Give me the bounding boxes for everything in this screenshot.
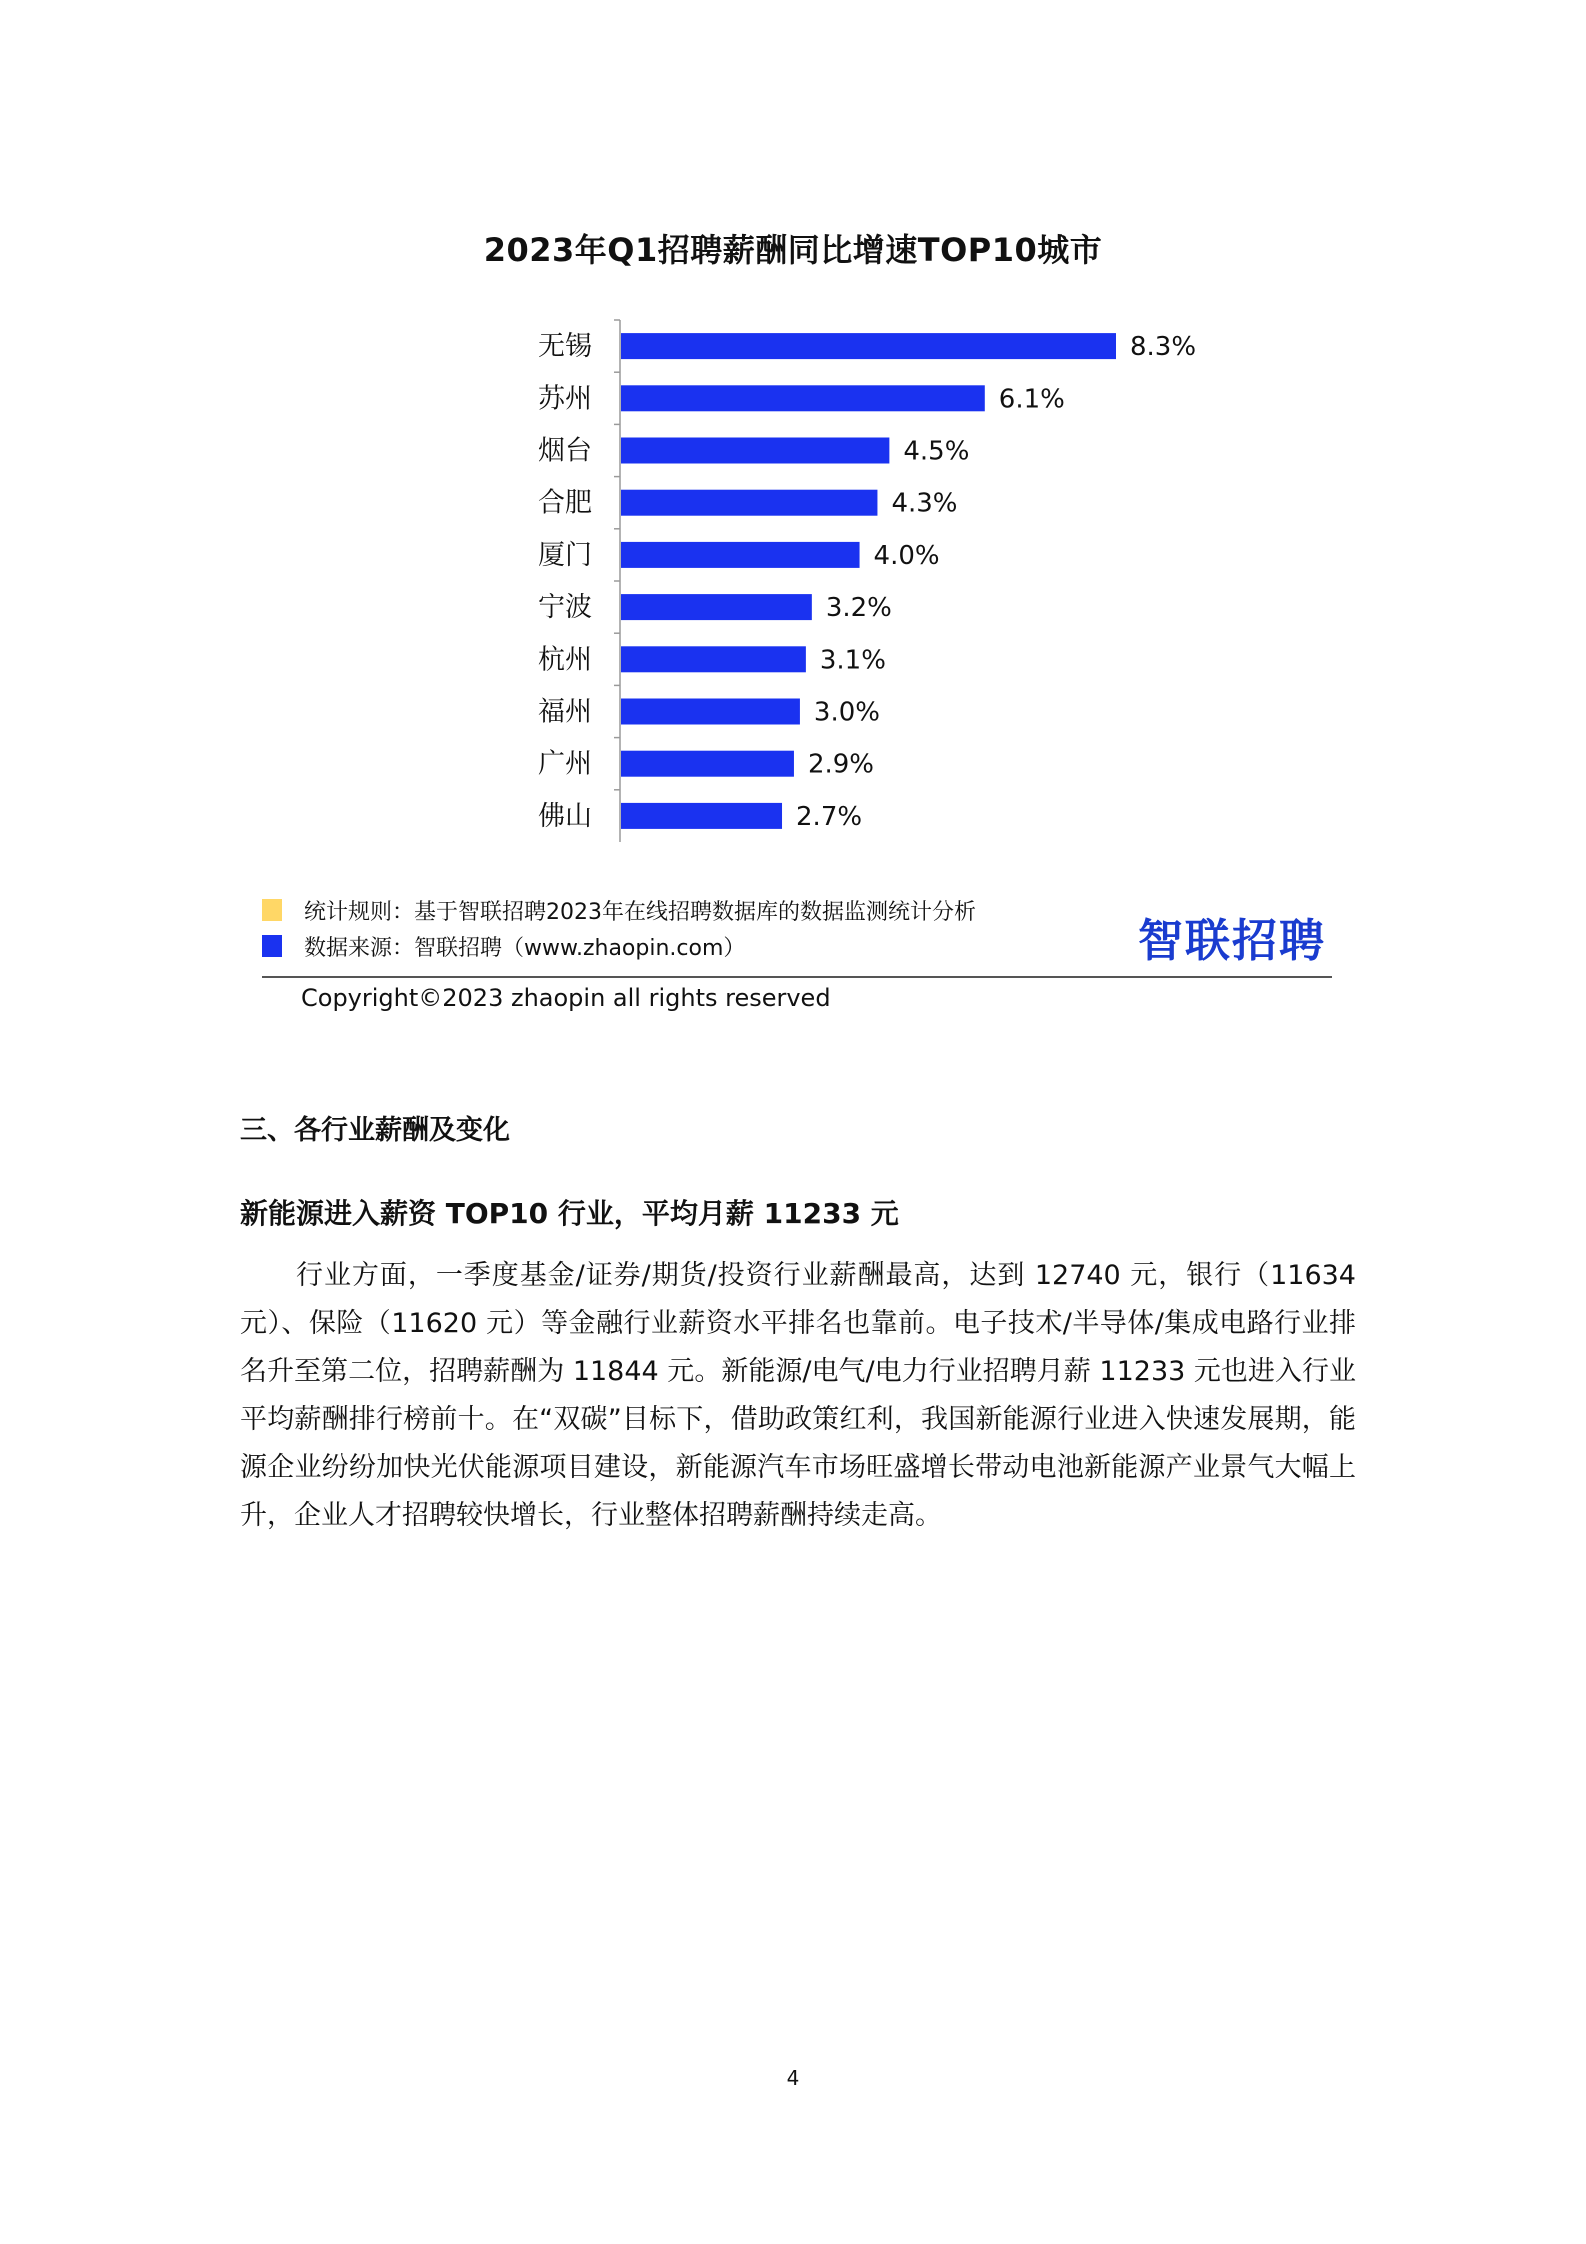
value-label: 3.0% — [813, 697, 880, 728]
logo-text: 智联招聘 — [1138, 914, 1327, 967]
zhaopin-logo — [1138, 904, 1326, 969]
section-title: 三、各行业薪酬及变化 — [240, 1115, 510, 1146]
legend-text-rule: 统计规则：基于智联招聘2023年在线招聘数据库的数据监测统计分析 — [304, 899, 976, 925]
copyright-text: Copyright©2023 zhaopin all rights reserved — [301, 984, 831, 1012]
legend-divider — [262, 976, 1332, 978]
value-label: 4.0% — [873, 540, 940, 571]
category-label: 福州 — [538, 696, 592, 728]
bar — [621, 438, 889, 464]
bar — [621, 490, 877, 516]
category-label: 广州 — [538, 748, 592, 780]
bar — [621, 594, 812, 620]
body-paragraph: 行业方面，一季度基金/证券/期货/投资行业薪酬最高，达到 12740 元，银行（11634 元）、保险（11620 元）等金融行业薪资水平排名也靠前。电子技术/半导体/集成电路行业排名升至第二位，招聘薪酬为 11844 元。新能源/电气/电力行业招聘月薪 11233 元也进入行业平均薪酬排行榜前十。在“双碳”目标下，借助政策红利，我国新能源行业进入快速发展期，能源企业纷纷加快光伏能源项目建设，新能源汽车市场旺盛增长带动电池新能源产业景气大幅上升，企业人才招聘较快增长，行业整体招聘薪酬持续走高。 — [240, 1260, 1356, 1531]
category-label: 宁波 — [538, 592, 592, 624]
sub-title: 新能源进入薪资 TOP10 行业，平均月薪 11233 元 — [240, 1197, 899, 1230]
category-label: 苏州 — [538, 383, 592, 415]
value-label: 3.2% — [825, 593, 892, 624]
value-label: 2.9% — [807, 749, 875, 780]
legend-text-source: 数据来源：智联招聘（www.zhaopin.com） — [304, 935, 746, 961]
legend-swatch-blue — [262, 935, 282, 957]
page-number: 4 — [786, 2066, 800, 2090]
value-label: 2.7% — [796, 801, 863, 832]
category-label: 杭州 — [538, 644, 592, 676]
bar — [621, 646, 806, 672]
value-label: 4.3% — [891, 488, 958, 519]
category-label: 烟台 — [538, 435, 592, 467]
value-label: 8.3% — [1130, 332, 1197, 363]
bar — [621, 385, 985, 411]
value-label: 6.1% — [998, 384, 1065, 415]
bar — [621, 542, 860, 568]
value-label: 3.1% — [819, 645, 886, 676]
value-label: 4.5% — [903, 436, 970, 467]
category-label: 合肥 — [538, 487, 592, 519]
chart-title: 2023年Q1招聘薪酬同比增速TOP10城市 — [483, 231, 1103, 269]
category-label: 厦门 — [538, 539, 592, 571]
bar — [621, 699, 800, 725]
bar — [621, 333, 1116, 359]
bar — [621, 803, 782, 829]
category-label: 无锡 — [538, 331, 592, 363]
legend-swatch-yellow — [262, 899, 282, 921]
bar-chart — [500, 310, 1260, 850]
category-label: 佛山 — [538, 800, 592, 832]
bar — [621, 751, 794, 777]
